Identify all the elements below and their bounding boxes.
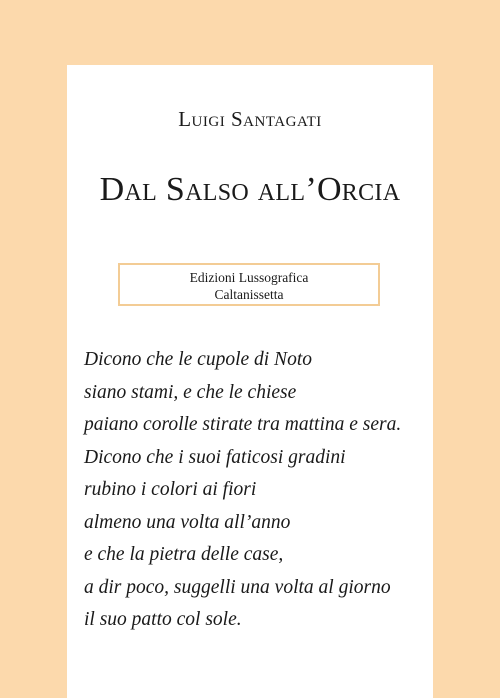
- poem-line: paiano corolle stirate tra mattina e sera.: [84, 414, 402, 435]
- poem-excerpt: [84, 344, 429, 637]
- poem-line: a dir poco, suggelli una volta al giorno: [84, 576, 391, 598]
- author-name: Luigi Santagati: [178, 107, 322, 131]
- cover-page: [67, 65, 433, 698]
- poem-line: rubino i colori ai fiori: [84, 479, 257, 500]
- poem-line: il suo patto col sole.: [84, 609, 242, 630]
- poem-line: Dicono che i suoi faticosi gradini: [84, 446, 346, 468]
- publisher-name: Edizioni Lussografica: [189, 270, 309, 285]
- publisher-box: [118, 263, 380, 306]
- poem-line: Dicono che le cupole di Noto: [84, 349, 312, 370]
- publisher-city: Caltanissetta: [214, 287, 284, 302]
- poem-line: almeno una volta all’anno: [84, 511, 291, 533]
- book-title: Dal Salso all’Orcia: [99, 171, 401, 208]
- poem-line: e che la pietra delle case,: [84, 544, 284, 565]
- poem-line: siano stami, e che le chiese: [84, 381, 297, 403]
